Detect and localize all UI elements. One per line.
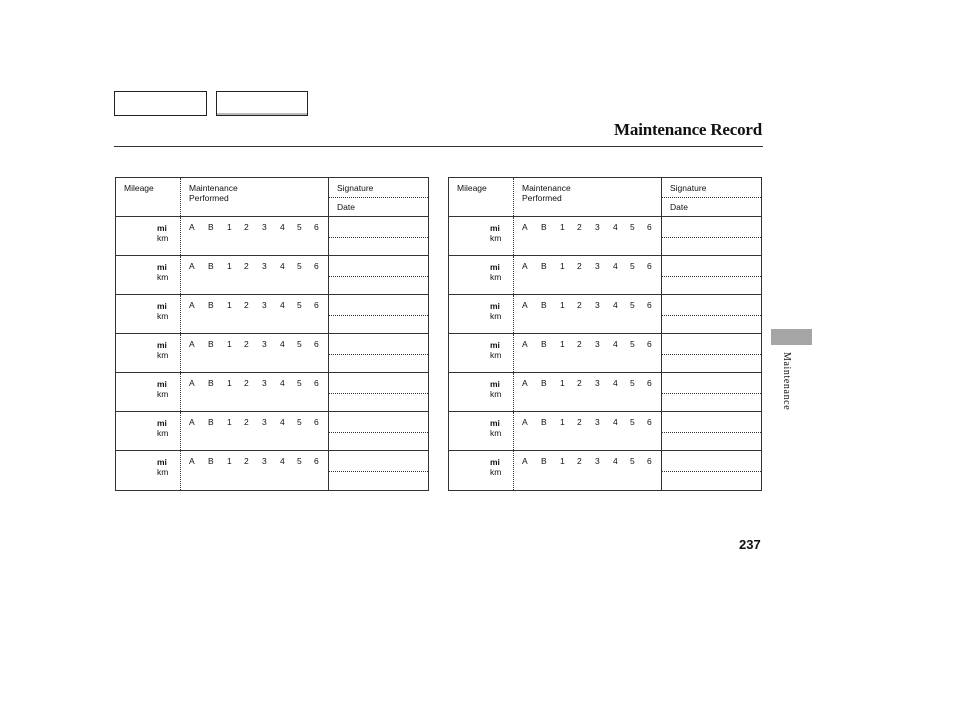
- maintenance-code[interactable]: 3: [262, 222, 267, 232]
- maintenance-code[interactable]: 5: [297, 417, 302, 427]
- maintenance-code[interactable]: B: [208, 378, 214, 388]
- title-divider: [114, 146, 763, 147]
- table-row: [449, 451, 761, 490]
- maintenance-code[interactable]: A: [522, 261, 528, 271]
- column-divider: [513, 178, 514, 216]
- mileage-unit-mi: mi: [157, 418, 167, 428]
- mileage-unit-km: km: [157, 428, 169, 438]
- mileage-unit-km: km: [490, 311, 502, 321]
- maintenance-code[interactable]: 6: [314, 261, 319, 271]
- table-row: [449, 256, 761, 295]
- signature-date-divider: [661, 393, 761, 394]
- table-row: [449, 217, 761, 256]
- maintenance-code[interactable]: A: [189, 261, 195, 271]
- signature-date-divider: [661, 432, 761, 433]
- mileage-unit-mi: mi: [157, 301, 167, 311]
- section-tab[interactable]: [771, 329, 812, 345]
- mileage-unit-mi: mi: [157, 340, 167, 350]
- maintenance-code[interactable]: A: [189, 222, 195, 232]
- maintenance-code[interactable]: A: [522, 456, 528, 466]
- maintenance-code[interactable]: 2: [577, 378, 582, 388]
- header-mileage: Mileage: [124, 183, 154, 193]
- mileage-unit-km: km: [157, 350, 169, 360]
- maintenance-code[interactable]: 4: [613, 300, 618, 310]
- signature-date-divider: [328, 276, 428, 277]
- maintenance-code[interactable]: 6: [647, 261, 652, 271]
- maintenance-code[interactable]: 6: [647, 456, 652, 466]
- maintenance-code[interactable]: 2: [577, 456, 582, 466]
- maintenance-code[interactable]: B: [208, 339, 214, 349]
- column-divider: [180, 256, 181, 294]
- maintenance-code[interactable]: 2: [244, 300, 249, 310]
- maintenance-code[interactable]: B: [541, 456, 547, 466]
- mileage-unit-km: km: [490, 350, 502, 360]
- maintenance-code[interactable]: B: [541, 300, 547, 310]
- maintenance-code[interactable]: 6: [647, 300, 652, 310]
- maintenance-code[interactable]: 5: [297, 378, 302, 388]
- maintenance-code[interactable]: 3: [595, 261, 600, 271]
- maintenance-code[interactable]: 2: [577, 222, 582, 232]
- header-maintenance-line1: Maintenance: [522, 183, 571, 193]
- maintenance-code[interactable]: 3: [595, 378, 600, 388]
- maintenance-code[interactable]: B: [208, 261, 214, 271]
- nav-back-button[interactable]: [114, 91, 207, 116]
- maintenance-code[interactable]: 3: [262, 300, 267, 310]
- maintenance-code[interactable]: 2: [244, 378, 249, 388]
- mileage-unit-mi: mi: [490, 379, 500, 389]
- header-maintenance-line1: Maintenance: [189, 183, 238, 193]
- maintenance-code[interactable]: 3: [595, 417, 600, 427]
- maintenance-code[interactable]: 4: [613, 456, 618, 466]
- mileage-unit-km: km: [490, 428, 502, 438]
- signature-date-divider: [328, 432, 428, 433]
- maintenance-code[interactable]: 2: [244, 456, 249, 466]
- maintenance-code[interactable]: A: [189, 378, 195, 388]
- header-mileage: Mileage: [457, 183, 487, 193]
- maintenance-code[interactable]: 6: [647, 222, 652, 232]
- maintenance-code[interactable]: 6: [647, 339, 652, 349]
- maintenance-code[interactable]: 1: [227, 417, 232, 427]
- signature-date-divider: [661, 197, 761, 198]
- maintenance-code[interactable]: 2: [244, 261, 249, 271]
- mileage-unit-km: km: [157, 467, 169, 477]
- maintenance-code[interactable]: 1: [227, 261, 232, 271]
- maintenance-code[interactable]: A: [189, 456, 195, 466]
- column-divider: [513, 217, 514, 255]
- maintenance-code[interactable]: 5: [297, 300, 302, 310]
- maintenance-code[interactable]: B: [208, 222, 214, 232]
- mileage-unit-mi: mi: [490, 223, 500, 233]
- maintenance-code[interactable]: 3: [262, 378, 267, 388]
- maintenance-code[interactable]: 3: [262, 456, 267, 466]
- section-tab-label: Maintenance: [781, 352, 792, 411]
- header-signature: Signature: [670, 183, 707, 193]
- signature-date-divider: [661, 315, 761, 316]
- table-row: [116, 373, 428, 412]
- signature-date-divider: [328, 393, 428, 394]
- maintenance-code[interactable]: B: [541, 261, 547, 271]
- maintenance-code[interactable]: 5: [630, 261, 635, 271]
- maintenance-code[interactable]: 4: [280, 378, 285, 388]
- maintenance-code[interactable]: B: [208, 300, 214, 310]
- maintenance-code[interactable]: 4: [280, 222, 285, 232]
- column-divider: [513, 451, 514, 490]
- mileage-unit-km: km: [157, 233, 169, 243]
- maintenance-code[interactable]: 4: [613, 261, 618, 271]
- mileage-unit-km: km: [157, 272, 169, 282]
- maintenance-code[interactable]: 3: [262, 339, 267, 349]
- table-row: [116, 295, 428, 334]
- maintenance-code[interactable]: B: [541, 222, 547, 232]
- nav-next-button[interactable]: [216, 91, 308, 116]
- maintenance-code[interactable]: 4: [280, 300, 285, 310]
- mileage-unit-km: km: [157, 311, 169, 321]
- maintenance-table-left: [115, 177, 429, 491]
- table-row: [116, 217, 428, 256]
- header-maintenance-line2: Performed: [189, 193, 229, 203]
- signature-date-divider: [661, 237, 761, 238]
- mileage-unit-mi: mi: [157, 262, 167, 272]
- maintenance-code[interactable]: 1: [227, 222, 232, 232]
- maintenance-code[interactable]: 5: [630, 300, 635, 310]
- maintenance-code[interactable]: 5: [297, 456, 302, 466]
- maintenance-code[interactable]: 1: [560, 339, 565, 349]
- column-divider: [180, 412, 181, 450]
- maintenance-code[interactable]: 3: [595, 222, 600, 232]
- table-row: [449, 295, 761, 334]
- maintenance-code[interactable]: 3: [262, 417, 267, 427]
- table-header-row: [449, 178, 761, 217]
- maintenance-code[interactable]: 6: [647, 378, 652, 388]
- header-signature: Signature: [337, 183, 374, 193]
- maintenance-code[interactable]: 3: [595, 456, 600, 466]
- maintenance-code[interactable]: 1: [227, 339, 232, 349]
- page-title: Maintenance Record: [614, 120, 762, 139]
- maintenance-code[interactable]: 1: [560, 417, 565, 427]
- signature-date-divider: [661, 276, 761, 277]
- maintenance-code[interactable]: 2: [244, 339, 249, 349]
- page-number: 237: [739, 537, 761, 552]
- column-divider: [180, 373, 181, 411]
- maintenance-code[interactable]: 2: [577, 261, 582, 271]
- maintenance-code[interactable]: 5: [630, 339, 635, 349]
- mileage-unit-mi: mi: [157, 379, 167, 389]
- maintenance-code[interactable]: 4: [280, 456, 285, 466]
- header-maintenance-performed: [189, 183, 238, 203]
- maintenance-code[interactable]: 6: [314, 378, 319, 388]
- header-date: Date: [337, 202, 355, 212]
- table-row: [449, 334, 761, 373]
- maintenance-code[interactable]: 5: [630, 417, 635, 427]
- maintenance-code[interactable]: 1: [560, 378, 565, 388]
- maintenance-code[interactable]: A: [522, 222, 528, 232]
- header-maintenance-performed: [522, 183, 571, 203]
- mileage-unit-mi: mi: [490, 418, 500, 428]
- maintenance-code[interactable]: 5: [297, 261, 302, 271]
- table-row: [116, 412, 428, 451]
- maintenance-code[interactable]: 4: [613, 222, 618, 232]
- maintenance-code[interactable]: 5: [297, 222, 302, 232]
- maintenance-code[interactable]: 4: [280, 417, 285, 427]
- maintenance-code[interactable]: 1: [560, 222, 565, 232]
- mileage-unit-km: km: [490, 233, 502, 243]
- mileage-unit-mi: mi: [490, 457, 500, 467]
- column-divider: [513, 295, 514, 333]
- maintenance-code[interactable]: 6: [314, 339, 319, 349]
- maintenance-code[interactable]: B: [208, 456, 214, 466]
- table-header-row: [116, 178, 428, 217]
- column-divider: [180, 178, 181, 216]
- maintenance-code[interactable]: 1: [560, 300, 565, 310]
- mileage-unit-km: km: [490, 389, 502, 399]
- maintenance-code[interactable]: 5: [630, 222, 635, 232]
- signature-date-divider: [328, 237, 428, 238]
- mileage-unit-km: km: [490, 272, 502, 282]
- table-row: [449, 412, 761, 451]
- signature-date-divider: [661, 471, 761, 472]
- maintenance-code[interactable]: A: [522, 417, 528, 427]
- signature-date-divider: [328, 354, 428, 355]
- maintenance-code[interactable]: 2: [577, 300, 582, 310]
- column-divider: [513, 334, 514, 372]
- maintenance-code[interactable]: 2: [244, 222, 249, 232]
- mileage-unit-mi: mi: [157, 223, 167, 233]
- column-divider: [180, 334, 181, 372]
- maintenance-code[interactable]: 6: [647, 417, 652, 427]
- maintenance-code[interactable]: A: [522, 300, 528, 310]
- maintenance-code[interactable]: B: [541, 378, 547, 388]
- mileage-unit-mi: mi: [490, 262, 500, 272]
- table-row: [116, 451, 428, 490]
- maintenance-code[interactable]: 6: [314, 417, 319, 427]
- mileage-unit-mi: mi: [157, 457, 167, 467]
- maintenance-code[interactable]: 1: [227, 456, 232, 466]
- maintenance-code[interactable]: 2: [577, 339, 582, 349]
- maintenance-code[interactable]: 2: [244, 417, 249, 427]
- maintenance-code[interactable]: 5: [297, 339, 302, 349]
- table-row: [116, 334, 428, 373]
- signature-date-divider: [328, 471, 428, 472]
- maintenance-code[interactable]: B: [541, 339, 547, 349]
- maintenance-code[interactable]: 5: [630, 456, 635, 466]
- maintenance-code[interactable]: 4: [613, 339, 618, 349]
- maintenance-code[interactable]: B: [208, 417, 214, 427]
- maintenance-code[interactable]: 1: [227, 300, 232, 310]
- column-divider: [513, 412, 514, 450]
- maintenance-code[interactable]: 6: [314, 222, 319, 232]
- maintenance-code[interactable]: 3: [262, 261, 267, 271]
- maintenance-code[interactable]: 1: [560, 456, 565, 466]
- maintenance-code[interactable]: A: [189, 300, 195, 310]
- maintenance-code[interactable]: B: [541, 417, 547, 427]
- maintenance-table-right: [448, 177, 762, 491]
- maintenance-code[interactable]: 1: [560, 261, 565, 271]
- maintenance-code[interactable]: 6: [314, 456, 319, 466]
- signature-date-divider: [328, 315, 428, 316]
- maintenance-code[interactable]: 3: [595, 300, 600, 310]
- maintenance-code[interactable]: 2: [577, 417, 582, 427]
- column-divider: [180, 295, 181, 333]
- table-row: [449, 373, 761, 412]
- maintenance-code[interactable]: 4: [613, 378, 618, 388]
- maintenance-code[interactable]: 4: [280, 261, 285, 271]
- column-divider: [513, 256, 514, 294]
- maintenance-code[interactable]: 6: [314, 300, 319, 310]
- maintenance-code[interactable]: A: [189, 339, 195, 349]
- maintenance-code[interactable]: A: [522, 339, 528, 349]
- column-divider: [180, 451, 181, 490]
- mileage-unit-mi: mi: [490, 340, 500, 350]
- maintenance-code[interactable]: 3: [595, 339, 600, 349]
- table-row: [116, 256, 428, 295]
- signature-date-divider: [328, 197, 428, 198]
- maintenance-code[interactable]: A: [189, 417, 195, 427]
- maintenance-code[interactable]: 5: [630, 378, 635, 388]
- maintenance-code[interactable]: 4: [613, 417, 618, 427]
- column-divider: [180, 217, 181, 255]
- header-date: Date: [670, 202, 688, 212]
- maintenance-code[interactable]: 1: [227, 378, 232, 388]
- maintenance-code[interactable]: A: [522, 378, 528, 388]
- maintenance-code[interactable]: 4: [280, 339, 285, 349]
- mileage-unit-km: km: [157, 389, 169, 399]
- column-divider: [513, 373, 514, 411]
- signature-date-divider: [661, 354, 761, 355]
- mileage-unit-mi: mi: [490, 301, 500, 311]
- mileage-unit-km: km: [490, 467, 502, 477]
- header-maintenance-line2: Performed: [522, 193, 562, 203]
